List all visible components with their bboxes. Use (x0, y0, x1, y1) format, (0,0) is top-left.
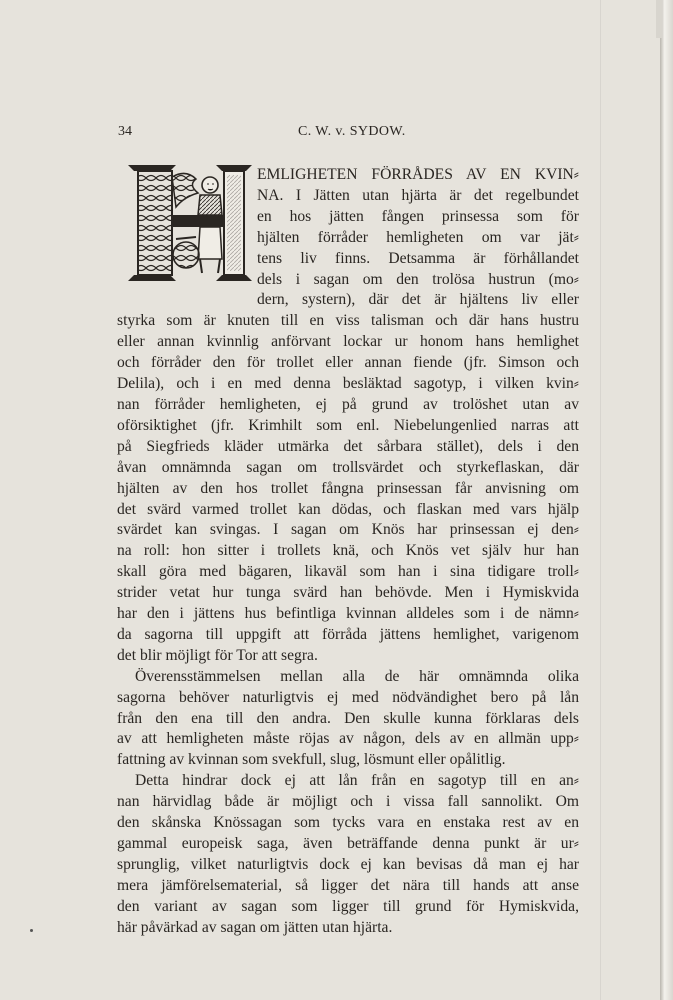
text-line: åvan omnämnda sagan om trollsvärdet och styrkeflaskan, där (117, 458, 579, 476)
text-line: skall göra med bägaren, likaväl som han i sina tidigare troll⸗ (117, 563, 579, 581)
text-line: hjälten förråder hemligheten om var jät⸗ (257, 228, 579, 246)
text-line: EMLIGHETEN FÖRRÅDES AV EN KVIN⸗ (257, 166, 579, 183)
text-line: da sagorna till uppgift att förråda jättens hemlighet, varigenom (117, 625, 579, 643)
text-line: eller annan kvinnlig anförvant lockar ur honom hans hemlighet (117, 333, 579, 351)
text-line: na roll: hon sitter i trollets knä, och Knös vet själv hur han (117, 542, 579, 560)
adjacent-page-edge (660, 0, 673, 1000)
body-text (117, 165, 579, 939)
margin-mark (30, 929, 33, 932)
text-line: nan förråder hemligheten, ej på grund av trolöshet utan av (117, 395, 579, 413)
text-line: sagorna behöver naturligtvis ej med nödvändighet bero på lån (117, 688, 579, 706)
text-line: av att hemligheten måste röjas av någon, dels av en allmän upp⸗ (117, 730, 579, 748)
dropcap-illustration (126, 163, 255, 283)
text-line: den variant av sagan som ligger till grund för Hymiskvida, (117, 897, 579, 915)
text-line: sprunglig, vilket naturligtvis dock ej kan bevisas då man ej har (117, 855, 579, 873)
text-line: Överensstämmelsen mellan alla de här omnämnda olika (135, 667, 579, 685)
page-corner-mark (656, 0, 662, 38)
page-header (118, 124, 578, 146)
text-line: från den ena till den andra. Den skulle kunna förklaras dels (117, 709, 579, 727)
dropcap-h-icon (126, 163, 255, 283)
page-shadow-line (600, 0, 601, 1000)
text-line: hjälten av den hos trollet fångna prinsessan får anvisning om (117, 479, 579, 497)
text-line: på Siegfrieds kläder utmärka det sårbara stället), dels i den (117, 437, 579, 455)
text-line: Detta hindrar dock ej att lån från en sagotyp till en an⸗ (135, 772, 579, 790)
text-line: den skånska Knössagan som tycks vara en enstaka rest av en (117, 814, 579, 832)
text-line: en hos jätten fången prinsessa som för (257, 207, 579, 225)
text-line: tens liv finns. Detsamma är förhållandet (257, 249, 579, 267)
text-line: och förråder den för trollet eller annan fiende (jfr. Simson och (117, 354, 579, 372)
text-line: strider vetat hur tunga svärd han behövde. Men i Hymiskvida (117, 584, 579, 602)
text-line: mera jämförelsematerial, så ligger det nära till hands att anse (117, 876, 579, 894)
text-line: NA. I Jätten utan hjärta är det regelbundet (257, 186, 579, 204)
text-line: nan härvidlag både är möjligt och i vissa fall sannolikt. Om (117, 793, 579, 811)
text-line: har den i jättens hus befintliga kvinnan alldeles som i de nämn⸗ (117, 605, 579, 623)
text-line: gammal europeisk saga, även beträffande denna punkt är ur⸗ (117, 835, 579, 852)
text-line: styrka som är knuten till en viss talisman och där hans hustru (117, 312, 579, 330)
running-head: C. W. v. SYDOW. (298, 124, 406, 139)
page-number: 34 (118, 124, 132, 139)
text-line: fattning av kvinnan som svekfull, slug, lösmunt eller opålitlig. (117, 751, 506, 769)
text-line: dern, systern), där det är hjältens liv eller (257, 291, 579, 309)
text-line: Delila), och i en med denna besläktad sagotyp, i vilken kvin⸗ (117, 375, 579, 393)
text-line: dels i sagan om den trolösa hustrun (mo⸗ (257, 270, 579, 288)
text-line: det svärd varmed trollet kan dödas, och flaskan med vars hjälp (117, 500, 579, 518)
text-line: svärdet kan svingas. I sagan om Knös har prinsessan ej den⸗ (117, 521, 579, 539)
text-line: här påvärkad av sagan om jätten utan hjärta. (117, 918, 393, 936)
text-line: oförsiktighet (jfr. Krimhilt som enl. Niebelungenlied narras att (117, 416, 579, 434)
text-line: det blir möjligt för Tor att segra. (117, 646, 318, 664)
